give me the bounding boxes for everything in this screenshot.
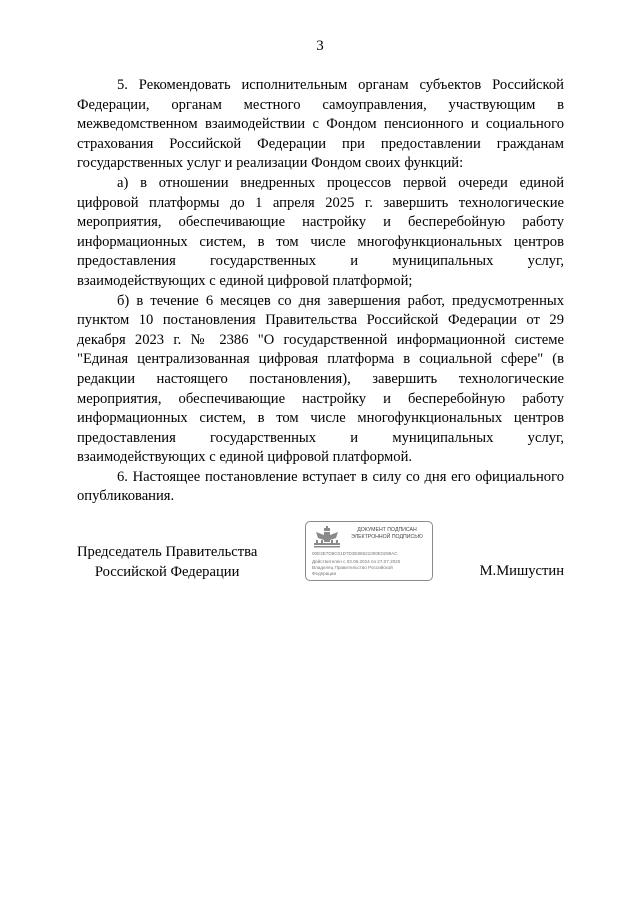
coat-of-arms-icon [312, 526, 342, 548]
page-number: 3 [316, 38, 324, 54]
signer-position-line2: Российской Федерации [94, 563, 240, 580]
stamp-validity: Действителен с 03.06.2024 по 27.07.2025 [312, 559, 401, 564]
paragraph-5b: б) в течение 6 месяцев со дня завершения работ, предусмотренных пунктом 10 постановления Правительства Российской Федерации от 29 декабря 2023 г. № 2386 "О государственной информационной системе "Единая централизованная цифровая платформа в социальной сфере" (в редакции настоящего постановления), завершить технологические мероприятия, обеспечивающие настройку и бесперебойную работу информационных систем, в том числе многофункциональных центров предоставления государственных и муниципальных услуг, взаимодействующих с единой цифровой платформой. [77, 292, 564, 466]
signer-position-line1: Председатель Правительства [77, 544, 258, 560]
signer-position [77, 543, 257, 582]
stamp-title [344, 527, 430, 541]
stamp-owner-line2: Федерации [312, 571, 337, 576]
stamp-title-line2: ЭЛЕКТРОННОЙ ПОДПИСЬЮ [351, 534, 423, 540]
stamp-owner-line1: Владелец Правительство Российской [312, 565, 393, 570]
paragraph-6: 6. Настоящее постановление вступает в силу со дня его официального опубликования. [77, 468, 564, 505]
document-body [77, 76, 564, 507]
paragraph-5: 5. Рекомендовать исполнительным органам субъектов Российской Федерации, органам местного самоуправления, участвующим в межведомственном взаимодействии с Фондом пенсионного и социального страхования Российской Федерации при предоставлении гражданам государственных услуг и реализации Фондом своих функций: [77, 77, 564, 172]
electronic-signature-stamp [305, 521, 433, 581]
paragraph-5a: а) в отношении внедренных процессов первой очереди единой цифровой платформы до 1 апреля 2025 г. завершить технологические мероприятия, обеспечивающие настройку и бесперебойную работу информационных систем, в том числе многофункциональных центров предоставления государственных и муниципальных услуг, взаимодействующих с единой цифровой платформой; [77, 174, 564, 289]
signature-block [77, 521, 564, 591]
signer-name: М.Мишустин [479, 563, 564, 579]
stamp-certificate-serial: 00E3E7D9C01D7D3E88621000E0298AC [312, 551, 398, 556]
stamp-title-line1: ДОКУМЕНТ ПОДПИСАН [357, 527, 417, 533]
